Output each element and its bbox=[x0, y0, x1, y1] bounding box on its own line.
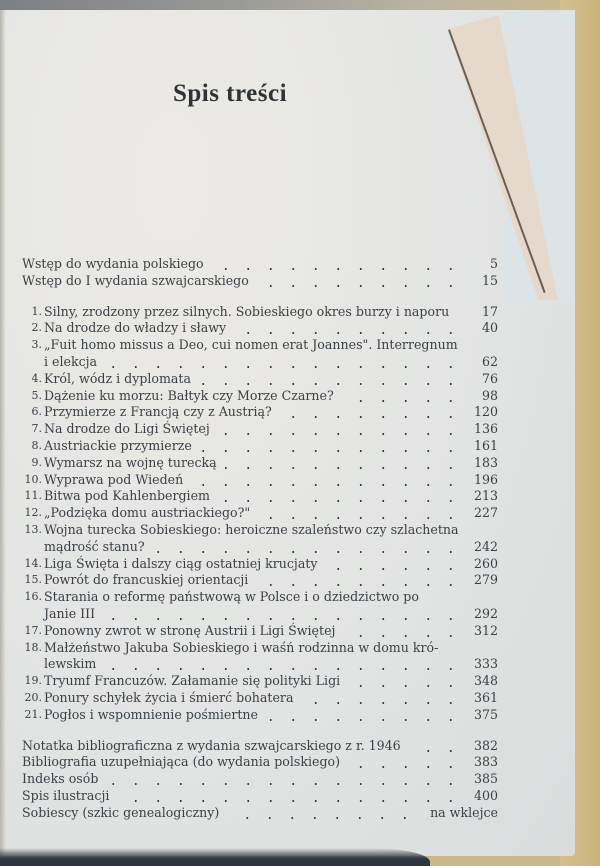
chapter-entry bbox=[22, 623, 498, 640]
chapter-title: Liga Święta i dalszy ciąg ostatniej krucjaty bbox=[44, 555, 318, 571]
page-number: 348 bbox=[473, 673, 498, 689]
entry-label: Spis ilustracji bbox=[22, 787, 110, 803]
chapter-title: Ponury schyłek życia i śmierć bohatera bbox=[44, 689, 294, 705]
chapter-title: Na drodze do Ligi Świętej bbox=[44, 421, 210, 437]
chapter-title: Silny, zrodzony przez silnych. Sobieskiego okres burzy i naporu bbox=[44, 303, 450, 319]
dot-leader bbox=[104, 668, 462, 670]
chapter-entry bbox=[22, 438, 498, 455]
entry-label: Bibliografia uzupełniająca (do wydania polskiego) bbox=[22, 754, 341, 770]
chapter-entry bbox=[22, 388, 498, 405]
page-number: 196 bbox=[473, 471, 498, 487]
chapter-entry bbox=[22, 337, 498, 354]
dot-leader bbox=[191, 484, 462, 486]
page-number: na wklejce bbox=[430, 804, 498, 820]
chapter-number: 9. bbox=[31, 455, 42, 469]
entry-label: Indeks osób bbox=[22, 771, 99, 787]
chapter-number: 7. bbox=[31, 422, 42, 436]
page-number: 17 bbox=[481, 303, 498, 319]
chapter-entry bbox=[22, 539, 498, 556]
chapter-number: 14. bbox=[24, 556, 42, 570]
dot-leader bbox=[218, 433, 462, 435]
dot-leader bbox=[409, 750, 462, 752]
toc-entry bbox=[22, 738, 498, 755]
page-number: 382 bbox=[473, 737, 498, 753]
chapter-entry bbox=[22, 589, 498, 606]
chapter-title: Na drodze do władzy i sławy bbox=[44, 320, 227, 336]
chapter-title: mądrość stanu? bbox=[44, 538, 145, 554]
dot-leader bbox=[105, 366, 462, 368]
page-number: 40 bbox=[481, 320, 498, 336]
page-number: 213 bbox=[473, 488, 498, 504]
chapter-title: Ponowny zwrot w stronę Austrii i Ligi Świętej bbox=[44, 622, 336, 638]
chapter-number: 21. bbox=[24, 707, 42, 721]
dot-leader bbox=[103, 618, 462, 620]
chapter-number: 3. bbox=[31, 338, 42, 352]
chapter-title: Tryumf Francuzów. Załamanie się polityki Ligi bbox=[44, 673, 341, 689]
chapter-entry bbox=[22, 640, 498, 657]
toc-entry bbox=[22, 256, 498, 273]
chapter-entry bbox=[22, 488, 498, 505]
page-number: 385 bbox=[473, 771, 498, 787]
chapter-number: 17. bbox=[24, 623, 42, 637]
chapter-title: Starania o reformę państwową w Polsce i o dziedzictwo po bbox=[44, 589, 419, 605]
dot-leader bbox=[225, 467, 462, 469]
dot-leader bbox=[256, 584, 462, 586]
chapter-number: 13. bbox=[24, 522, 42, 536]
chapter-number: 20. bbox=[24, 690, 42, 704]
dot-leader bbox=[153, 551, 462, 553]
chapter-title: Pogłos i wspomnienie pośmiertne bbox=[44, 706, 258, 722]
chapter-entry bbox=[22, 707, 498, 724]
toc-entry bbox=[22, 754, 498, 771]
chapter-title: Powrót do francuskiej orientacji bbox=[44, 572, 249, 588]
page-number: 76 bbox=[481, 370, 498, 386]
chapter-entry bbox=[22, 371, 498, 388]
chapter-entry bbox=[22, 673, 498, 690]
page-number: 333 bbox=[473, 656, 498, 672]
page-number: 361 bbox=[473, 689, 498, 705]
chapter-title: „Fuit homo missus a Deo, cui nomen erat Joannes". Interregnum bbox=[44, 337, 458, 353]
chapter-number: 1. bbox=[31, 304, 42, 318]
chapter-entry bbox=[22, 690, 498, 707]
book-cover-edge bbox=[0, 848, 430, 866]
chapter-title: Janie III bbox=[44, 605, 96, 621]
chapter-title: lewskim bbox=[44, 656, 97, 672]
chapter-title: Przymierze z Francją czy z Austrią? bbox=[44, 404, 272, 420]
chapter-title: Dążenie ku morzu: Bałtyk czy Morze Czarne? bbox=[44, 387, 334, 403]
page-number: 5 bbox=[489, 256, 498, 271]
dot-leader bbox=[301, 702, 462, 704]
entry-label: Sobiescy (szkic genealogiczny) bbox=[22, 804, 220, 820]
toc-entry bbox=[22, 805, 498, 822]
dot-leader bbox=[218, 500, 462, 502]
entry-label: Wstęp do wydania polskiego bbox=[22, 256, 204, 271]
chapter-number: 10. bbox=[24, 472, 42, 486]
chapter-title: Wyprawa pod Wiedeń bbox=[44, 471, 184, 487]
chapter-number: 12. bbox=[24, 506, 42, 520]
chapter-number: 19. bbox=[24, 674, 42, 688]
page-number: 120 bbox=[473, 404, 498, 420]
chapter-number: 6. bbox=[31, 405, 42, 419]
table-of-contents bbox=[22, 256, 498, 822]
chapter-entry bbox=[22, 304, 498, 321]
page-number: 98 bbox=[481, 387, 498, 403]
page-number: 183 bbox=[473, 454, 498, 470]
dot-leader bbox=[199, 383, 462, 385]
page-number: 400 bbox=[473, 787, 498, 803]
chapter-entry bbox=[22, 606, 498, 623]
entry-label: Wstęp do I wydania szwajcarskiego bbox=[22, 272, 249, 288]
dot-leader bbox=[343, 635, 462, 637]
chapter-number: 4. bbox=[31, 371, 42, 385]
toc-entry bbox=[22, 771, 498, 788]
dot-leader bbox=[234, 332, 462, 334]
chapter-entry bbox=[22, 656, 498, 673]
page-number: 62 bbox=[481, 353, 498, 369]
chapter-entry bbox=[22, 455, 498, 472]
chapter-number: 16. bbox=[24, 590, 42, 604]
page-number: 312 bbox=[473, 622, 498, 638]
dot-leader bbox=[212, 268, 462, 270]
page-number: 375 bbox=[473, 706, 498, 722]
dot-leader bbox=[258, 517, 462, 519]
chapter-title: Król, wódz i dyplomata bbox=[44, 370, 192, 386]
chapter-title: Austriackie przymierze bbox=[44, 437, 192, 453]
chapter-entry bbox=[22, 556, 498, 573]
chapter-title: Wojna turecka Sobieskiego: heroiczne szaleństwo czy szlachetna bbox=[44, 521, 459, 537]
chapter-entry bbox=[22, 505, 498, 522]
page-number: 161 bbox=[473, 437, 498, 453]
page-number: 242 bbox=[473, 538, 498, 554]
chapter-entry bbox=[22, 354, 498, 371]
chapter-title: i elekcja bbox=[44, 353, 98, 369]
chapter-entry bbox=[22, 404, 498, 421]
page-number: 279 bbox=[473, 572, 498, 588]
page-number: 292 bbox=[473, 605, 498, 621]
dot-leader bbox=[280, 416, 462, 418]
dot-leader bbox=[348, 685, 462, 687]
chapter-title: Bitwa pod Kahlenbergiem bbox=[44, 488, 210, 504]
dot-leader bbox=[326, 568, 462, 570]
chapter-entry bbox=[22, 320, 498, 337]
dot-leader bbox=[200, 450, 462, 452]
page-number: 227 bbox=[473, 505, 498, 521]
dot-leader bbox=[266, 719, 462, 721]
chapter-title: Wymarsz na wojnę turecką bbox=[44, 454, 217, 470]
chapter-entry bbox=[22, 472, 498, 489]
dot-leader bbox=[342, 400, 462, 402]
entry-label: Notatka bibliograficzna z wydania szwajcarskiego z r. 1946 bbox=[22, 737, 401, 753]
dot-leader bbox=[117, 800, 462, 802]
chapter-number: 2. bbox=[31, 321, 42, 335]
page-number: 136 bbox=[473, 421, 498, 437]
toc-entry bbox=[22, 273, 498, 290]
chapter-entry bbox=[22, 522, 498, 539]
chapter-title: Małżeństwo Jakuba Sobieskiego i waśń rodzinna w domu kró- bbox=[44, 639, 439, 655]
chapter-number: 18. bbox=[24, 640, 42, 654]
page-gutter-shadow bbox=[0, 10, 6, 856]
dot-leader bbox=[348, 766, 462, 768]
page-number: 15 bbox=[481, 272, 498, 288]
page-number: 260 bbox=[473, 555, 498, 571]
page-title: Spis treści bbox=[172, 80, 288, 107]
chapter-entry bbox=[22, 421, 498, 438]
chapter-number: 11. bbox=[24, 489, 42, 503]
chapter-number: 15. bbox=[24, 573, 42, 587]
page-number: 383 bbox=[473, 754, 498, 770]
chapter-number: 5. bbox=[31, 388, 42, 402]
chapter-entry bbox=[22, 572, 498, 589]
dot-leader bbox=[227, 817, 416, 819]
toc-entry bbox=[22, 788, 498, 805]
dot-leader bbox=[257, 285, 462, 287]
chapter-title: „Podzięka domu austriackiego?" bbox=[44, 505, 251, 521]
dot-leader bbox=[106, 783, 462, 785]
chapter-number: 8. bbox=[31, 438, 42, 452]
